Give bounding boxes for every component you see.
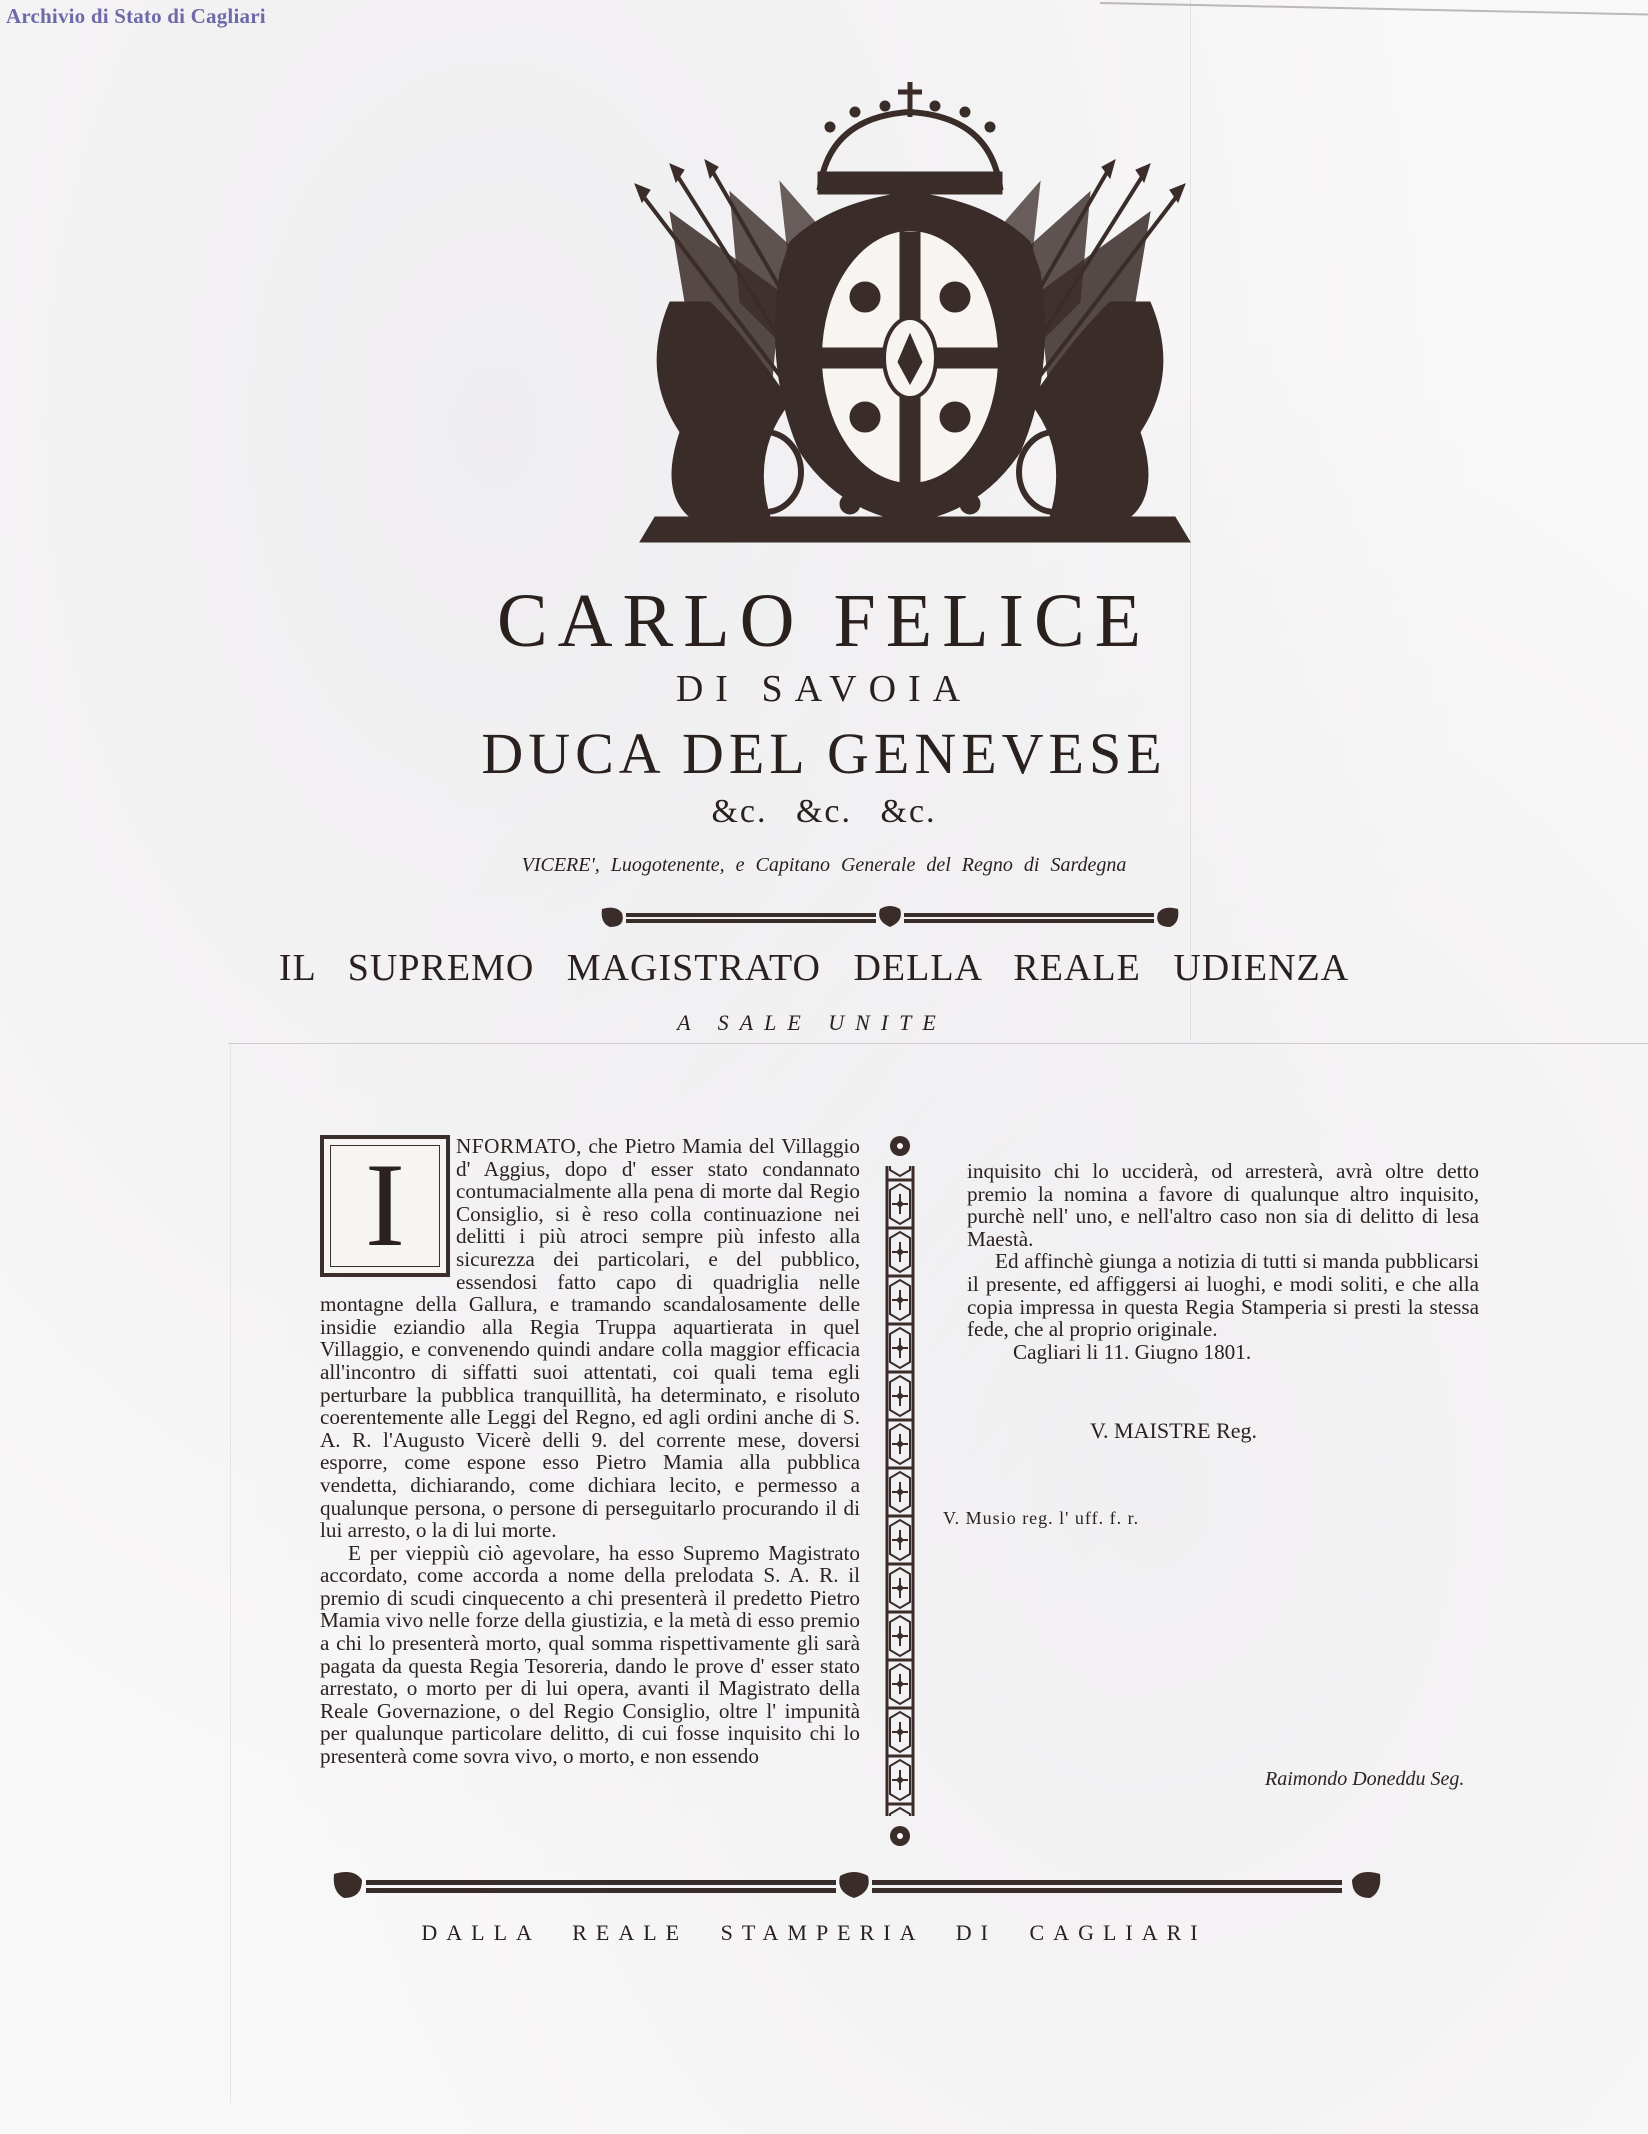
- archive-watermark: Archivio di Stato di Cagliari: [6, 4, 266, 28]
- date-line: Cagliari li 11. Giugno 1801.: [1013, 1339, 1252, 1364]
- body-left-column: [320, 1135, 860, 1768]
- decorated-initial: [320, 1135, 450, 1277]
- heading-duca-del-genevese: DUCA DEL GENEVESE: [481, 721, 1167, 786]
- heading-office: VICERE', Luogotenente, e Capitano Generale del Regno di Sardegna: [521, 854, 1127, 876]
- ornamental-column-divider: [885, 1132, 915, 1850]
- body-right-column: [967, 1160, 1479, 1363]
- paragraph-continuation: inquisito chi lo ucciderà, od arresterà, avrà oltre detto premio la nomina a favore di qualunque altro inquisito, purchè nell' uno, e nell'altro caso non sia di delitto di lesa Maestà.: [967, 1159, 1479, 1251]
- decorated-initial-letter: I: [365, 1138, 405, 1271]
- ornamental-rule-top: [600, 905, 1180, 931]
- heading-issuer: IL SUPREMO MAGISTRATO DELLA REALE UDIENZA: [278, 947, 1350, 989]
- coat-of-arms-icon: [600, 72, 1220, 562]
- paragraph-pubblicazione: Ed affinchè giunga a notizia di tutti si manda pubblicarsi il presente, ed affiggersi ai luoghi, e modi soliti, e che alla copia impressa in questa Regia Stamperia si presti la stessa fede, che al proprio originale.: [967, 1249, 1479, 1342]
- signature-musio: V. Musio reg. l' uff. f. r.: [943, 1508, 1140, 1528]
- heading-carlo-felice: CARLO FELICE: [496, 579, 1152, 663]
- lead-word: NFORMATO: [456, 1134, 577, 1158]
- paragraph-premio: E per vieppiù ciò agevolare, ha esso Supremo Magistrato accordato, come accorda a nome della prelodata S. A. R. il premio di scudi cinquecento a chi presenterà il predetto Pietro Mamia vivo nelle forze della giustizia, e la metà di esso premio a chi lo presenterà morto, qual somma rispettivamente gli sarà pagata da questa Regia Tesoreria, dando le prove d' esser stato arrestato, o morto per di lui opera, avanti il Magistrato della Reale Governazione, o del Regio Consiglio, oltre l' impunità per qualunque particolare delitto, di cui fosse inquisito chi lo presenterà come sovra vivo, o morto, e non essendo: [320, 1540, 860, 1769]
- heading-di-savoia: DI SAVOIA: [675, 668, 973, 710]
- ornamental-rule-bottom: [332, 1868, 1382, 1902]
- signature-maistre: V. MAISTRE Reg.: [1090, 1418, 1258, 1443]
- paragraph-informato-text: , che Pietro Mamia del Villaggio d' Aggius, dopo d' esser stato condannato contumacialmente alla pena di morte dal Regio Consiglio, si è reso colla continuazione nei delitti i più atroci sempre più infesto alla sicurezza dei particolari, e del pubblico, essendosi fatto capo di quadriglia nelle montagne della Gallura, e tramando scandalosamente delle insidie eziandio alla Regia Truppa aquartierata in quel Villaggio, e convenendo quindi andare colla maggior efficacia all'incontro di siffatti suoi attentati, coi quali tema egli perturbare la pubblica tranquillità, ha determinato, e risoluto coerentemente alle Leggi del Regno, ed agli ordini anche di S. A. R. l'Augusto Vicerè delli 9. del corrente mese, doversi esporre, come espone esso Pietro Mamia alla pubblica vendetta, dichiarando, come dichiara lecito, e permesso a qualunque persona, o persone di perseguitarlo procurando il di lui arresto, o la di lui morte.: [320, 1134, 860, 1543]
- heading-etcetera: &c. &c. &c.: [711, 793, 937, 830]
- paper-crease: [228, 1043, 1648, 1044]
- printer-imprint: DALLA REALE STAMPERIA DI CAGLIARI: [421, 1920, 1207, 1945]
- heading-a-sale-unite: A SALE UNITE: [677, 1010, 947, 1035]
- signature-secretary: Raimondo Doneddu Seg.: [1265, 1768, 1465, 1790]
